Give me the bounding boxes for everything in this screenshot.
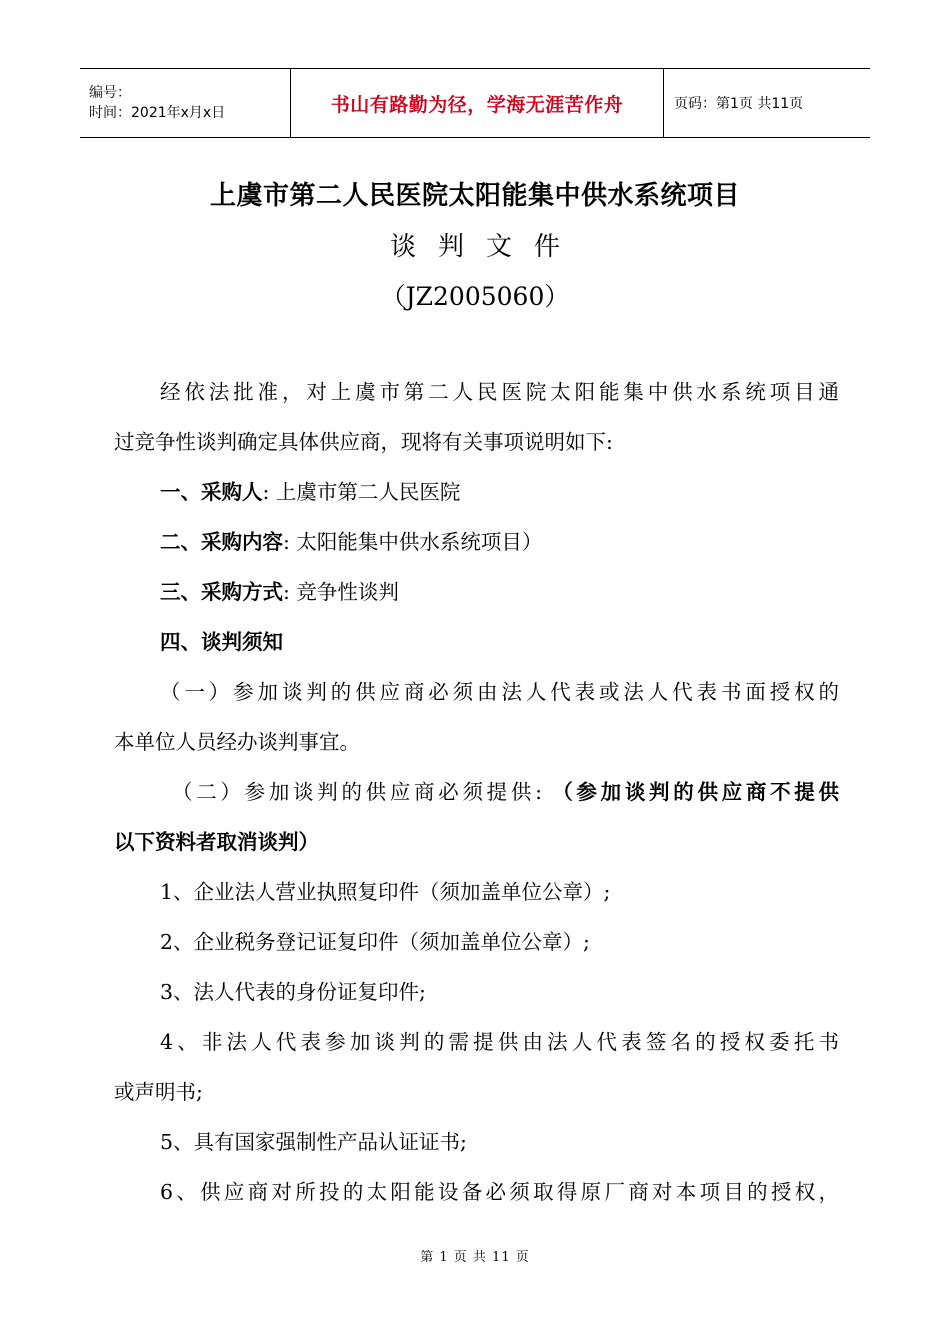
motto-text: 书山有路勤为径，学海无涯苦作舟 (330, 93, 624, 116)
page-label: 页码：第1页 共11页 (674, 96, 804, 112)
item-heading: 二、采购内容 (160, 530, 283, 554)
sub1-line: （一）参加谈判的供应商必须由法人代表或法人代表书面授权的 (160, 680, 839, 704)
page-footer: 第 1 页 共 11 页 (420, 1250, 530, 1265)
header-page (664, 69, 870, 137)
page-header (80, 68, 870, 138)
sub2-line (114, 817, 839, 867)
document-subtitle: 谈判文件 (389, 232, 582, 262)
document-title: 上虞市第二人民医院太阳能集中供水系统项目 (209, 181, 740, 211)
requirement-item: 6、供应商对所投的太阳能设备必须取得原厂商对本项目的授权， (160, 1180, 839, 1204)
requirement-item: 5、具有国家强制性产品认证证书; (160, 1130, 467, 1154)
intro-line: 经依法批准，对上虞市第二人民医院太阳能集中供水系统项目通 (160, 380, 839, 404)
sub2-text: （二）参加谈判的供应商必须提供: (172, 780, 553, 804)
requirement-item: 或声明书; (114, 1080, 203, 1104)
sub1-line: 本单位人员经办谈判事宜。 (114, 730, 360, 754)
item-method (114, 567, 839, 617)
sub2-bold: （参加谈判的供应商不提供 (552, 780, 839, 804)
code-label: 编号： (89, 85, 131, 101)
requirement-item: 1、企业法人营业执照复印件（须加盖单位公章）; (160, 880, 611, 904)
document-body (114, 367, 839, 1217)
intro-line: 过竞争性谈判确定具体供应商，现将有关事项说明如下: (114, 430, 613, 454)
sub2-line (114, 767, 839, 817)
requirement-item: 4、非法人代表参加谈判的需提供由法人代表签名的授权委托书 (160, 1030, 839, 1054)
item-content (114, 517, 839, 567)
requirement-item: 2、企业税务登记证复印件（须加盖单位公章）; (160, 930, 590, 954)
item-text: : 太阳能集中供水系统项目） (283, 530, 543, 554)
item-text: : 上虞市第二人民医院 (262, 480, 461, 504)
header-meta (80, 69, 291, 137)
item-purchaser (114, 467, 839, 517)
item-heading: 一、采购人 (160, 480, 263, 504)
requirement-item: 3、法人代表的身份证复印件; (160, 980, 426, 1004)
item-text: : 竞争性谈判 (283, 580, 399, 604)
time-label: 时间：2021年x月x日 (89, 105, 226, 121)
header-motto (291, 69, 664, 137)
sub2-bold: 以下资料者取消谈判） (114, 830, 319, 854)
item-heading: 四、谈判须知 (160, 630, 283, 654)
item-heading: 三、采购方式 (160, 580, 283, 604)
document-code: （JZ2005060） (380, 282, 570, 311)
item-notice (114, 617, 839, 667)
